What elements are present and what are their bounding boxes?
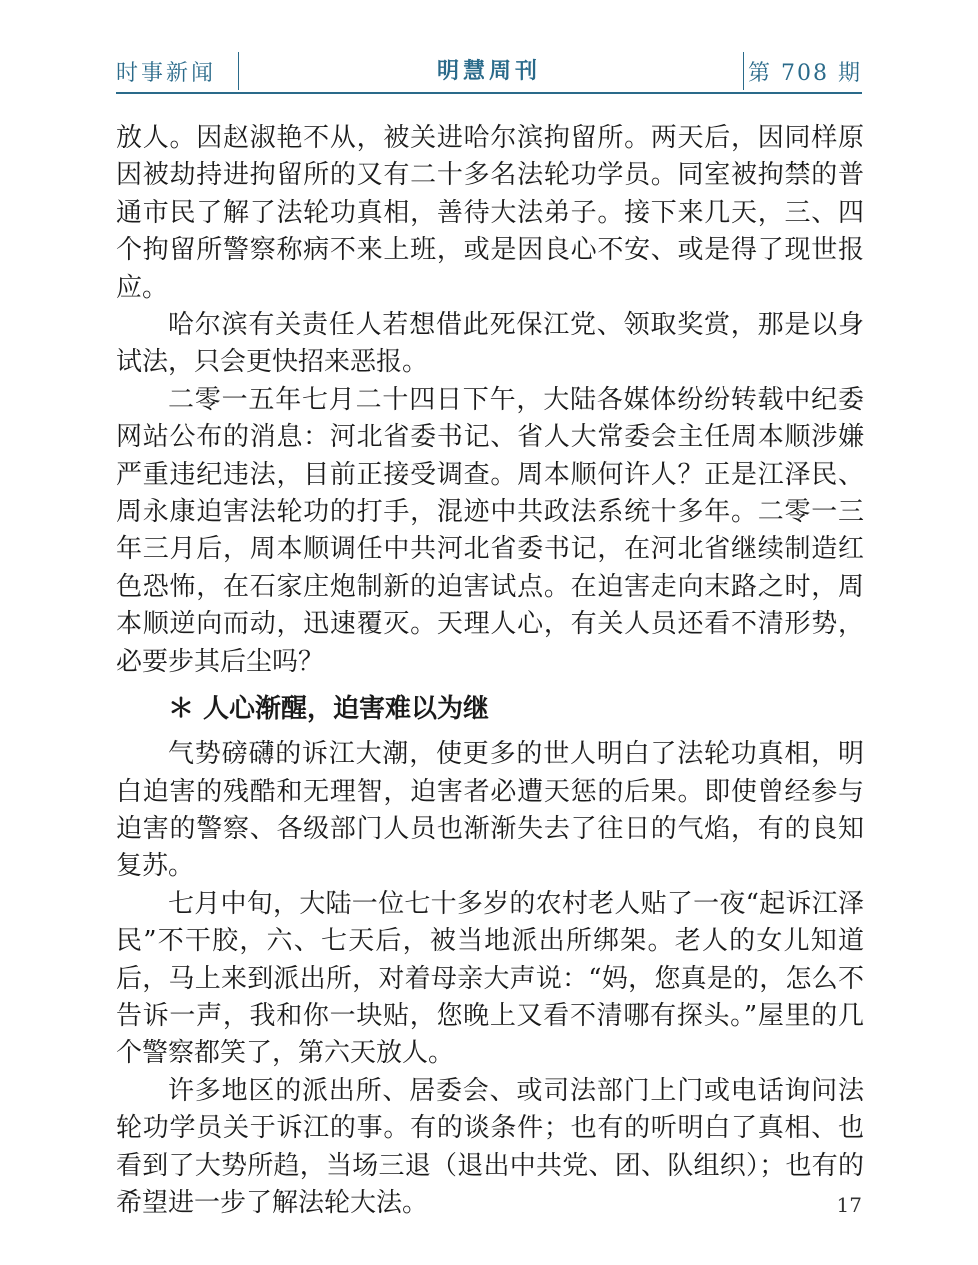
- header-section-label: 时事新闻: [116, 61, 217, 86]
- page-number: 17: [836, 1193, 862, 1217]
- running-header: [116, 48, 862, 94]
- paragraph-continued: 放人。因赵淑艳不从，被关进哈尔滨拘留所。两天后，因同样原因被劫持进拘留所的又有二十多名法轮功学员。同室被拘禁的普通市民了解了法轮功真相，善待大法弟子。接下来几天，三、四个拘留所警察称病不来上班，或是因良心不安、或是得了现世报应。: [116, 123, 864, 303]
- paragraph: 许多地区的派出所、居委会、或司法部门上门或电话询问法轮功学员关于诉江的事。有的谈条件；也有的听明白了真相、也看到了大势所趋，当场三退（退出中共党、团、队组织）；也有的希望进一步了解法轮大法。: [116, 1075, 864, 1218]
- header-divider-right: [743, 52, 744, 90]
- header-issue-number: 第 708 期: [748, 61, 862, 86]
- article-body: [116, 120, 864, 1222]
- paragraph: 哈尔滨有关责任人若想借此死保江党、领取奖赏，那是以身试法，只会更快招来恶报。: [116, 310, 864, 378]
- header-publication-title: 明慧周刊: [436, 59, 541, 84]
- paragraph: 气势磅礴的诉江大潮，使更多的世人明白了法轮功真相，明白迫害的残酷和无理智，迫害者必遭天惩的后果。即使曾经参与迫害的警察、各级部门人员也渐渐失去了往日的气焰，有的良知复苏。: [116, 739, 864, 882]
- paragraph: 七月中旬，大陆一位七十多岁的农村老人贴了一夜“起诉江泽民”不干胶，六、七天后，被当地派出所绑架。老人的女儿知道后，马上来到派出所，对着母亲大声说：“妈，您真是的，怎么不告诉一声，我和你一块贴，您晚上又看不清哪有探头。”屋里的几个警察都笑了，第六天放人。: [116, 888, 864, 1069]
- paragraph: 二零一五年七月二十四日下午，大陆各媒体纷纷转载中纪委网站公布的消息：河北省委书记、省人大常委会主任周本顺涉嫌严重违纪违法，目前正接受调查。周本顺何许人？正是江泽民、周永康迫害法轮功的打手，混迹中共政法系统十多年。二零一三年三月后，周本顺调任中共河北省委书记，在河北省继续制造红色恐怖，在石家庄炮制新的迫害试点。在迫害走向末路之时，周本顺逆向而动，迅速覆灭。天理人心，有关人员还看不清形势，必要步其后尘吗？: [116, 384, 864, 677]
- section-subheading: ＊ 人心渐醒，迫害难以为继: [168, 694, 490, 725]
- header-rule: [116, 92, 862, 94]
